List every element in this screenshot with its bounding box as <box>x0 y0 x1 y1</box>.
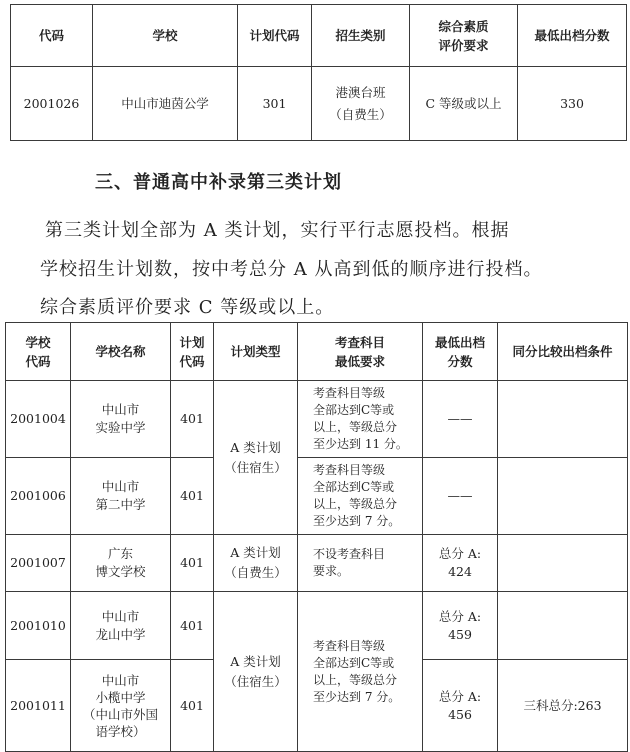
cell-school-name: 中山市 龙山中学 <box>71 592 171 660</box>
cell-plan-code: 401 <box>171 458 214 535</box>
cell-plan-code: 301 <box>238 67 312 141</box>
cell-school-code: 2001004 <box>6 381 71 458</box>
cell-min-score: —— <box>423 458 498 535</box>
table-third-category <box>5 322 628 752</box>
cell-subject-requirement: 不设考查科目 要求。 <box>298 535 423 592</box>
table-row <box>6 592 628 660</box>
header-plan-code: 计划代码 <box>238 5 312 67</box>
cell-quality-requirement: C 等级或以上 <box>410 67 518 141</box>
header-min-score: 最低出档分数 <box>518 5 627 67</box>
cell-plan-code: 401 <box>171 660 214 752</box>
cell-plan-code: 401 <box>171 381 214 458</box>
cell-tie-break: 三科总分:263 <box>498 660 628 752</box>
paragraph-line: 第三类计划全部为 A 类计划，实行平行志愿投档。根据 <box>45 220 510 241</box>
cell-school-code: 2001007 <box>6 535 71 592</box>
cell-school-name: 中山市 第二中学 <box>71 458 171 535</box>
cell-min-score: 总分 A: 424 <box>423 535 498 592</box>
table-header-row <box>11 5 627 67</box>
cell-category: 港澳台班 （自费生） <box>312 67 410 141</box>
cell-school-name: 广东 博文学校 <box>71 535 171 592</box>
cell-plan-code: 401 <box>171 535 214 592</box>
cell-plan-code: 401 <box>171 592 214 660</box>
cell-plan-type: A 类计划 （住宿生） <box>214 592 298 752</box>
table-header-row <box>6 323 628 381</box>
header-min-score: 最低出档 分数 <box>423 323 498 381</box>
cell-school-code: 2001011 <box>6 660 71 752</box>
table-row <box>6 381 628 458</box>
cell-tie-break <box>498 535 628 592</box>
header-tie-break: 同分比较出档条件 <box>498 323 628 381</box>
cell-tie-break <box>498 592 628 660</box>
paragraph-line: 综合素质评价要求 C 等级或以上。 <box>40 297 335 318</box>
header-subject-requirement: 考查科目 最低要求 <box>298 323 423 381</box>
cell-tie-break <box>498 458 628 535</box>
table-row <box>6 535 628 592</box>
cell-code: 2001026 <box>11 67 93 141</box>
paragraph-line: 学校招生计划数，按中考总分 A 从高到低的顺序进行投档。 <box>40 259 543 280</box>
cell-subject-requirement: 考查科目等级 全部达到C等或 以上，等级总分 至少达到 11 分。 <box>298 381 423 458</box>
cell-school-code: 2001006 <box>6 458 71 535</box>
header-code: 代码 <box>11 5 93 67</box>
cell-min-score: 总分 A: 456 <box>423 660 498 752</box>
cell-tie-break <box>498 381 628 458</box>
cell-min-score: 330 <box>518 67 627 141</box>
cell-subject-requirement: 考查科目等级 全部达到C等或 以上，等级总分 至少达到 7 分。 <box>298 458 423 535</box>
header-school: 学校 <box>93 5 238 67</box>
cell-school-name: 中山市 实验中学 <box>71 381 171 458</box>
table-row <box>11 67 627 141</box>
header-plan-type: 计划类型 <box>214 323 298 381</box>
header-quality-requirement: 综合素质 评价要求 <box>410 5 518 67</box>
cell-min-score: 总分 A: 459 <box>423 592 498 660</box>
table-row <box>6 458 628 535</box>
cell-plan-type: A 类计划 （自费生） <box>214 535 298 592</box>
cell-min-score: —— <box>423 381 498 458</box>
cell-school-name: 中山市 小榄中学 （中山市外国 语学校） <box>71 660 171 752</box>
cell-subject-requirement: 考查科目等级 全部达到C等或 以上，等级总分 至少达到 7 分。 <box>298 592 423 752</box>
header-school-code: 学校 代码 <box>6 323 71 381</box>
table-first-category <box>10 4 627 141</box>
section-heading: 三、普通高中补录第三类计划 <box>95 172 342 193</box>
header-plan-code: 计划 代码 <box>171 323 214 381</box>
header-category: 招生类别 <box>312 5 410 67</box>
cell-plan-type: A 类计划 （住宿生） <box>214 381 298 535</box>
header-school-name: 学校名称 <box>71 323 171 381</box>
cell-school-code: 2001010 <box>6 592 71 660</box>
cell-school: 中山市迪茵公学 <box>93 67 238 141</box>
